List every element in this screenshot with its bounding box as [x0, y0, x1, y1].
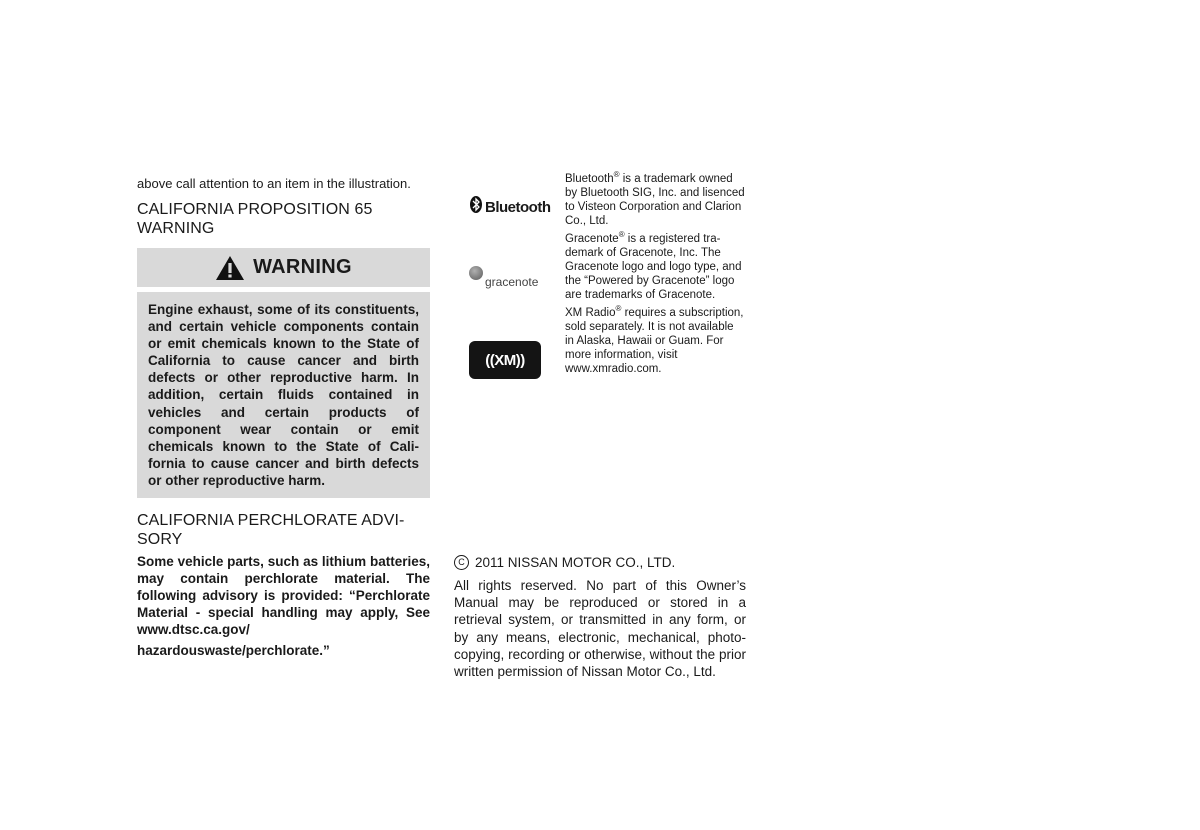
- left-column: [137, 175, 430, 659]
- registered-mark: ®: [618, 230, 625, 240]
- bluetooth-trademark-note: [565, 172, 745, 228]
- bluetooth-logo-text: Bluetooth: [485, 198, 551, 216]
- xm-trademark-note: [565, 306, 745, 376]
- registered-mark: ®: [615, 304, 622, 314]
- xm-note-text: requires a subscription, sold separately. It is not available in Alaska, Hawaii or Guam. For more information, visit www.xmradio.com.: [565, 307, 744, 375]
- gracenote-dot-icon: [469, 266, 483, 280]
- gracenote-logo-text: gracenote: [485, 275, 539, 289]
- bluetooth-note-text: is a trademark owned by Bluetooth SIG, Inc. and lisenced to Visteon Corporation and Clarion Co., Ltd.: [565, 173, 745, 227]
- warning-header: [137, 248, 430, 287]
- xm-radio-logo: [469, 341, 541, 379]
- perchlorate-heading: [137, 511, 430, 549]
- xm-name: XM Radio: [565, 307, 616, 319]
- perchlorate-heading-line1: CALIFORNIA PERCHLORATE ADVI-: [137, 512, 405, 530]
- gracenote-trademark-note: [565, 232, 745, 302]
- prop65-heading-line2: WARNING: [137, 220, 215, 237]
- gracenote-name: Gracenote: [565, 233, 619, 245]
- trademark-notes: [565, 172, 745, 380]
- copyright-icon: C: [454, 555, 469, 570]
- gracenote-note-text: is a registered trademark of Gracenote, Inc. The Gracenote logo and logo type, and the “Powered by Gracenote” logo are trademarks of Gracenote.: [565, 233, 742, 301]
- warning-text: Engine exhaust, some of its constituents, and certain vehicle components contain or emit chemicals known to the State of California to cause cancer and birth defects or other reproductive harm. In addition, certain fluids contained in vehicles and certain products of component wear contain or emit chemicals known to the State of California to cause cancer and birth defects or other reproductive harm.: [148, 302, 419, 488]
- prop65-heading-line1: CALIFORNIA PROPOSITION 65: [137, 201, 373, 218]
- intro-text: above call attention to an item in the illustration.: [137, 176, 411, 191]
- xm-logo-text: ((XM)): [485, 351, 525, 369]
- bluetooth-name: Bluetooth: [565, 173, 614, 185]
- prop65-heading: [137, 200, 430, 238]
- copyright-title-text: 2011 NISSAN MOTOR CO., LTD.: [475, 555, 676, 570]
- copyright-block: [454, 554, 746, 680]
- registered-mark: ®: [613, 170, 620, 180]
- perchlorate-advisory-text: Some vehicle parts, such as lithium batteries, may contain perchlorate material. The following advisory is provided: “Perchlorate Material - special handling may apply, See www.dtsc.ca.gov/: [137, 554, 430, 638]
- perchlorate-advisory-url: hazardouswaste/perchlorate.”: [137, 643, 330, 659]
- copyright-body: All rights reserved. No part of this Owner’s Manual may be reproduced or stored in a retrieval system, or transmitted in any form, or by any means, electronic, mechanical, photocopying, recording or otherwise, without the prior written permission of Nissan Motor Co., Ltd.: [454, 578, 746, 680]
- warning-triangle-icon: [215, 255, 245, 281]
- perchlorate-heading-line2: SORY: [137, 531, 183, 549]
- bluetooth-logo: [470, 196, 550, 218]
- warning-box: [137, 292, 430, 498]
- bluetooth-rune-icon: [470, 196, 482, 218]
- warning-title: WARNING: [253, 256, 352, 278]
- copyright-title: [454, 554, 746, 571]
- gracenote-logo: [469, 266, 549, 292]
